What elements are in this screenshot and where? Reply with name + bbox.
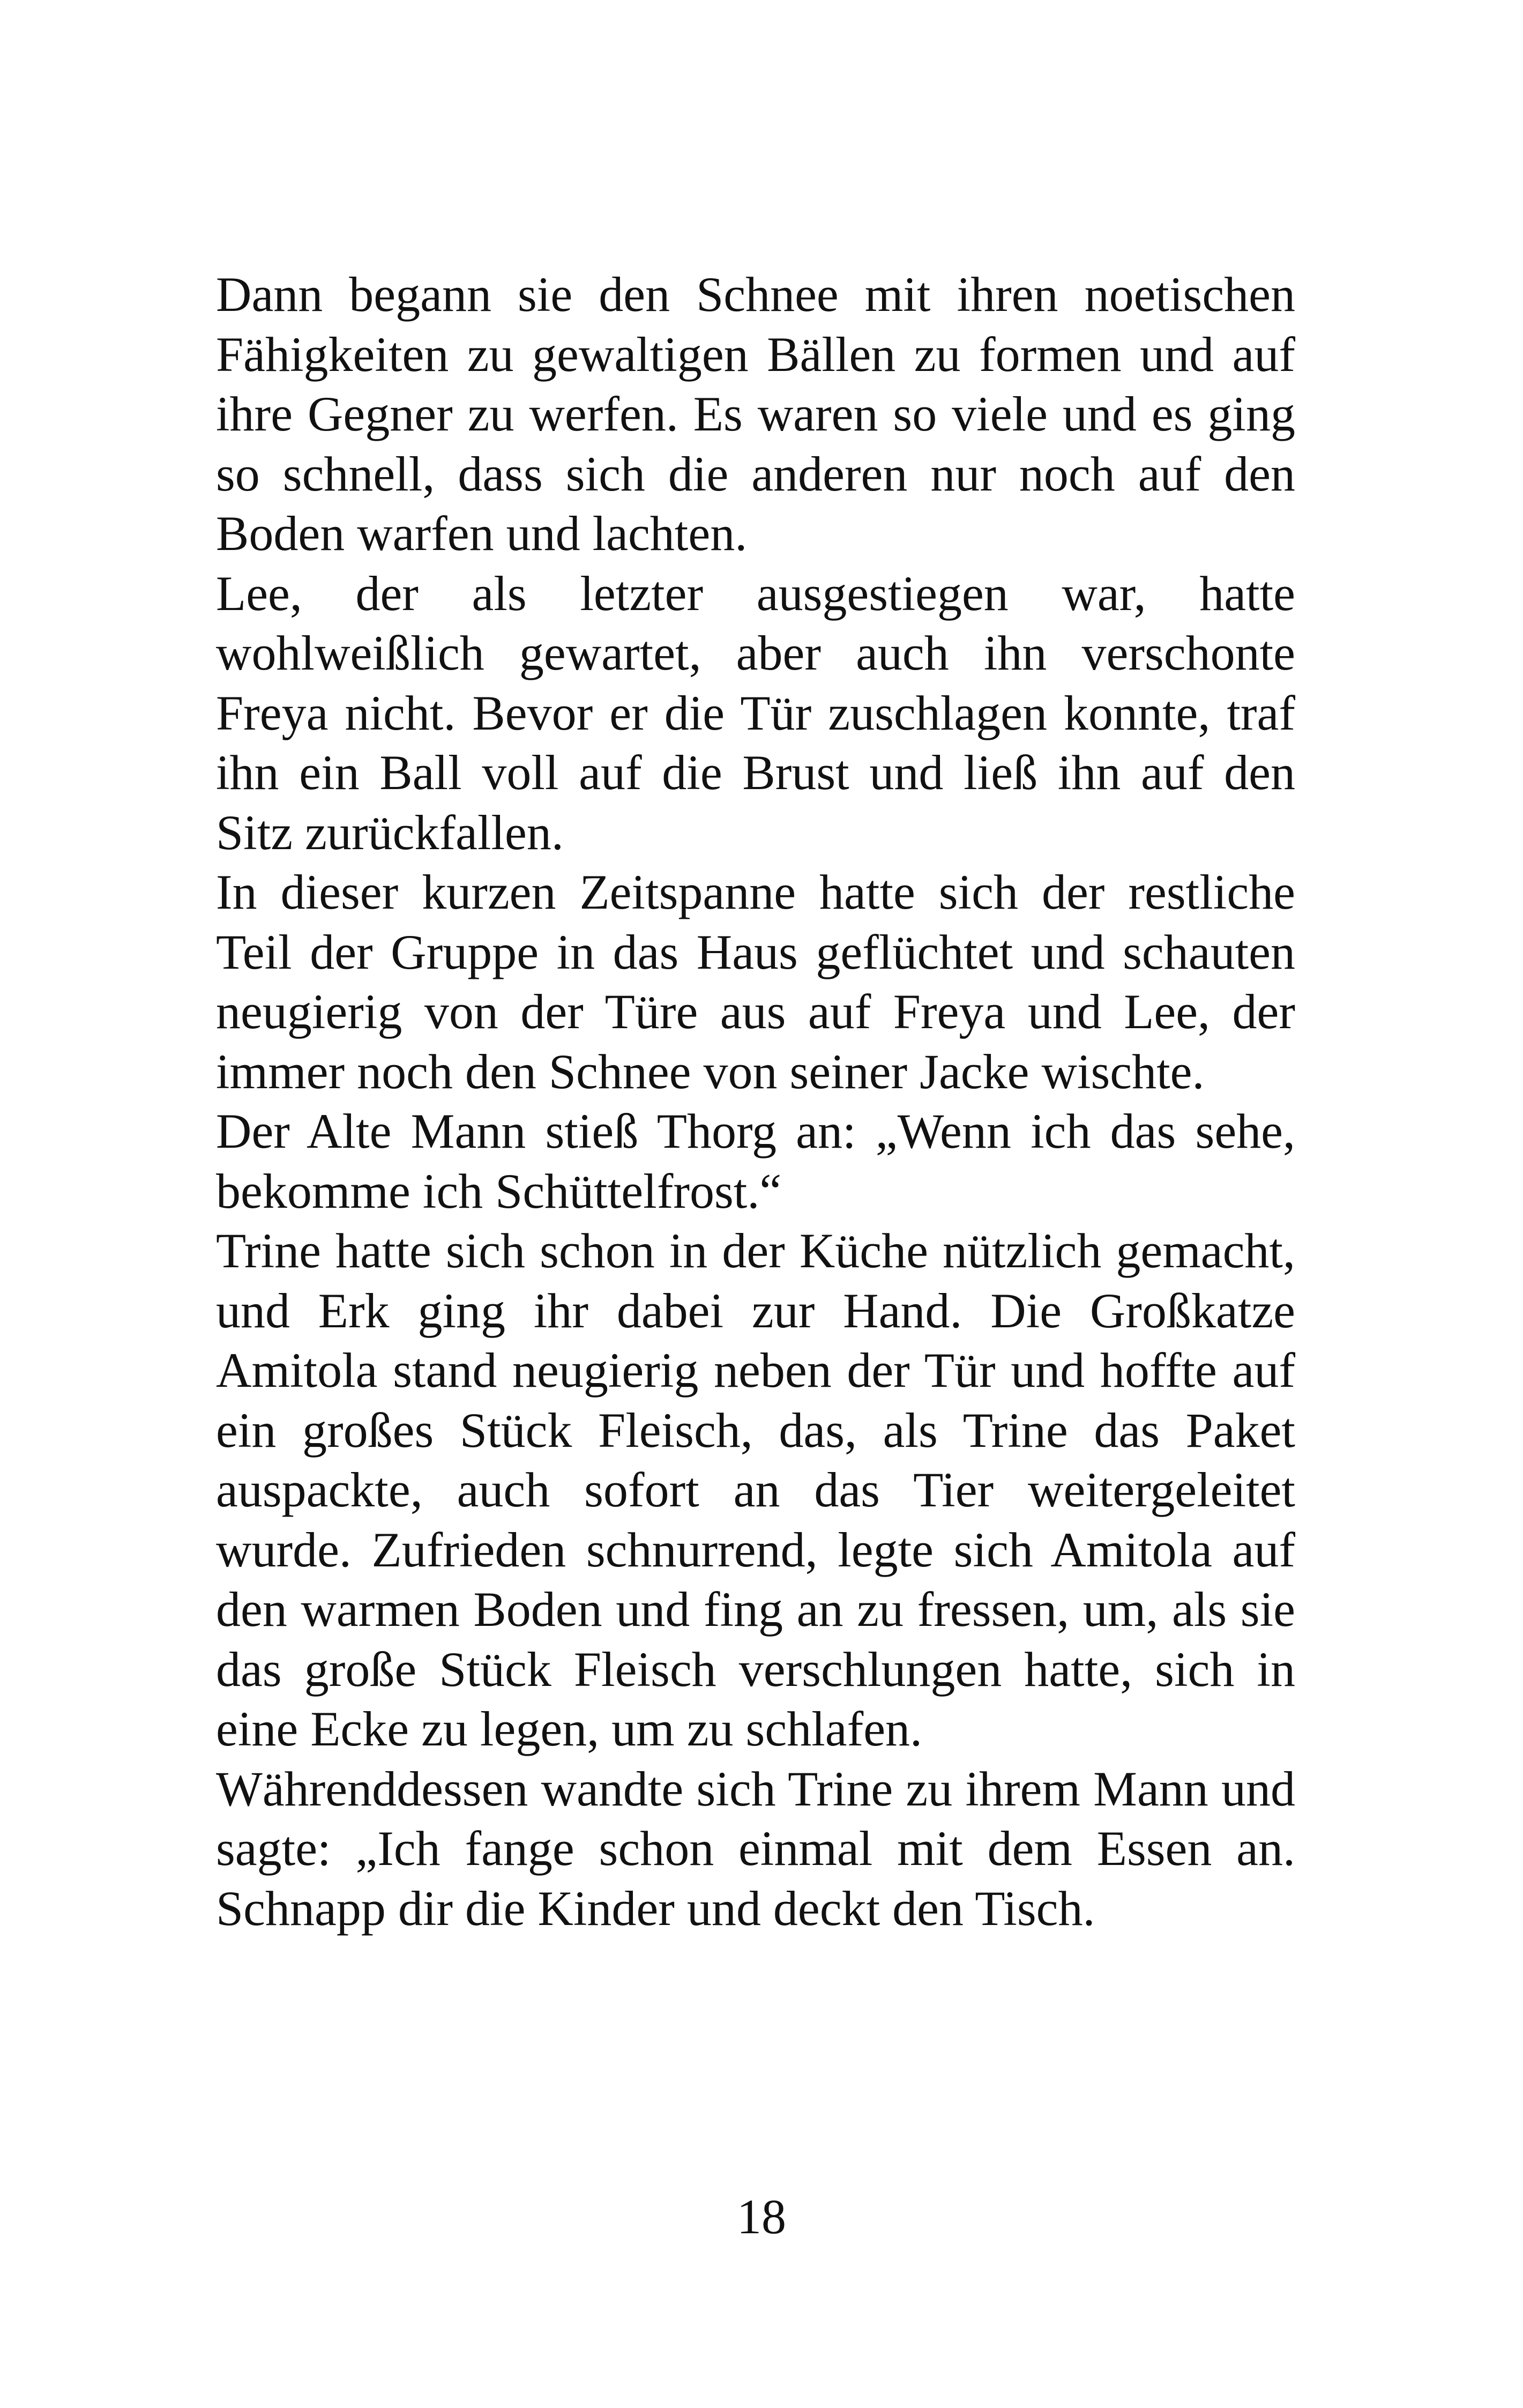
body-text bbox=[216, 265, 1295, 1938]
paragraph-trine-kitchen: Trine hatte sich schon in der Küche nützlich gemacht, und Erk ging ihr dabei zur Hand. Die Großkatze Amitola stand neugierig neben der Tür und hoffte auf ein großes Stück Fleisch, das, als Trine das Paket auspackte, auch sofort an das Tier weitergeleitet wurde. Zufrieden schnurrend, legte sich Amitola auf den warmen Boden und fing an zu fressen, um, als sie das große Stück Fleisch verschlungen hatte, sich in eine Ecke zu legen, um zu schlafen. bbox=[216, 1223, 1295, 1756]
paragraph-old-man: Der Alte Mann stieß Thorg an: „Wenn ich das sehe, bekomme ich Schüttelfrost.“ bbox=[216, 1104, 1295, 1218]
paragraph-lee: Lee, der als letzter ausgestiegen war, hatte wohlweißlich gewartet, aber auch ihn verschonte Freya nicht. Bevor er die Tür zuschlagen konnte, traf ihn ein Ball voll auf die Brust und ließ ihn auf den Sitz zurückfallen. bbox=[216, 566, 1295, 860]
page-number: 18 bbox=[737, 2189, 786, 2244]
paragraph-group: In dieser kurzen Zeitspanne hatte sich der restliche Teil der Gruppe in das Haus geflüchtet und schauten neugierig von der Türe aus auf Freya und Lee, der immer noch den Schnee von seiner Jacke wischte. bbox=[216, 865, 1295, 1099]
paragraph-trine-speaks: Währenddessen wandte sich Trine zu ihrem Mann und sagte: „Ich fange schon einmal mit dem Essen an. Schnapp dir die Kinder und deckt den Tisch. bbox=[216, 1761, 1295, 1936]
paragraph-snowballs: Dann begann sie den Schnee mit ihren noetischen Fähigkeiten zu gewaltigen Bällen zu formen und auf ihre Gegner zu werfen. Es waren so viele und es ging so schnell, dass sich die anderen nur noch auf den Boden warfen und lachten. bbox=[216, 267, 1295, 561]
